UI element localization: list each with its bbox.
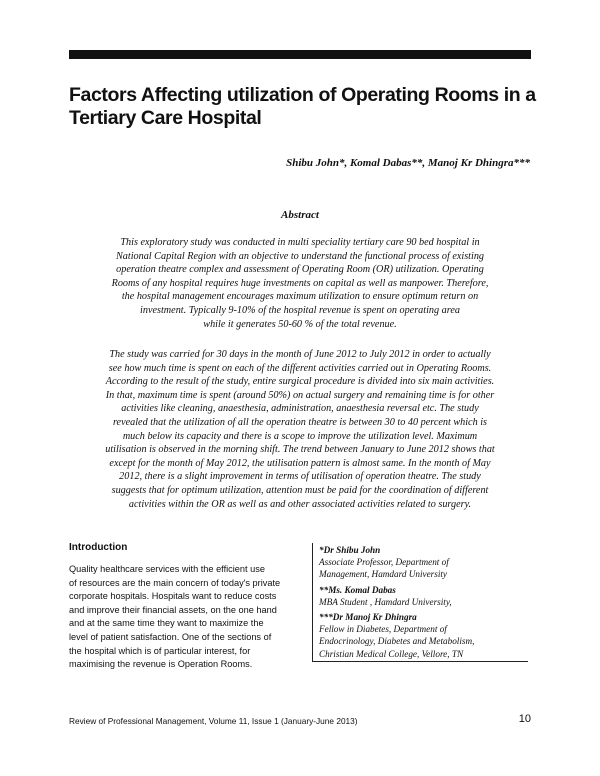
introduction-line: the hospital which is of particular interest, for xyxy=(69,645,251,656)
abstract-line: except for the month of May 2012, the utilisation pattern is almost same. In the month of May xyxy=(109,457,491,469)
page-number: 10 xyxy=(518,713,531,725)
abstract-line: see how much time is spent on each of the different activities carried out in Operating Rooms. xyxy=(108,362,492,374)
affiliation-line: Fellow in Diabetes, Department of xyxy=(319,624,447,635)
author-affiliations xyxy=(319,544,529,663)
affiliation-name: *Dr Shibu John xyxy=(319,545,381,555)
abstract-line: revealed that the utilization of all the operation theatre is between 30 to 40 percent which is xyxy=(112,416,488,428)
abstract-line: 2012, there is a slight improvement in terms of utilisation of operation theatre. The study xyxy=(119,471,481,483)
introduction-line: maximising the revenue is Operation Rooms. xyxy=(69,659,253,670)
affiliation-box-left-rule xyxy=(312,543,313,661)
abstract-line: The study was carried for 30 days in the month of June 2012 to July 2012 in order to actually xyxy=(109,349,491,360)
paper-title: Factors Affecting utilization of Operating Rooms in a Tertiary Care Hospital xyxy=(69,84,536,129)
introduction-body xyxy=(69,563,305,672)
abstract-line: activities within the OR as well as and other associated activities related to surgery. xyxy=(128,498,472,510)
introduction-line: of resources are the main concern of today's private xyxy=(69,577,281,588)
affiliation-line: MBA Student , Hamdard University, xyxy=(319,596,452,607)
journal-footer: Review of Professional Management, Volume 11, Issue 1 (January-June 2013) xyxy=(69,716,358,726)
abstract-line: This exploratory study was conducted in multi speciality tertiary care 90 bed hospital in xyxy=(120,237,480,248)
abstract-line: According to the result of the study, entire surgical procedure is divided into six main activities. xyxy=(105,376,495,388)
introduction-heading: Introduction xyxy=(69,542,128,553)
affiliation-3 xyxy=(319,611,529,660)
abstract-line: utilisation is observed in the morning shift. The trend between January to June 2012 shows that xyxy=(105,444,495,456)
introduction-line: Quality healthcare services with the efficient use xyxy=(69,564,265,574)
introduction-line: and at the same time they want to maximize the xyxy=(69,618,264,629)
abstract-line: suggests that for optimum utilization, attention must be paid for the coordination of different xyxy=(111,484,489,496)
abstract-line: the hospital management encourages maximum utilization to ensure optimum return on xyxy=(121,291,479,303)
affiliation-line: Endocrinology, Diabetes and Metabolism, xyxy=(319,636,475,647)
abstract-line: In that, maximum time is spent (around 50%) on actual surgery and remaining time is for other xyxy=(105,389,495,401)
abstract-line: activities like cleaning, anaesthesia, administration, anaesthesia reversal etc. The study xyxy=(121,403,479,415)
abstract-heading: Abstract xyxy=(281,209,319,221)
introduction-line: corporate hospitals. Hospitals want to reduce costs xyxy=(69,591,277,602)
affiliation-1 xyxy=(319,544,529,581)
abstract-paragraph-1 xyxy=(65,236,535,331)
affiliation-name: ***Dr Manoj Kr Dhingra xyxy=(319,612,417,623)
abstract-line: operation theatre complex and assessment of Operating Room (OR) utilization. Operating xyxy=(116,264,484,276)
affiliation-line: Management, Hamdard University xyxy=(319,569,448,580)
abstract-line: Rooms of any hospital requires huge investments on capital as well as manpower. Therefore, xyxy=(111,277,489,289)
affiliation-line: Christian Medical College, Vellore, TN xyxy=(319,648,464,659)
abstract-line: much below its capacity and there is a scope to improve the utilization level. Maximum xyxy=(122,430,478,442)
introduction-line: and improve their financial assets, on the one hand xyxy=(69,604,277,615)
abstract-line: National Capital Region with an objective to understand the functional process of existing xyxy=(115,250,485,262)
introduction-line: level of patient satisfaction. One of the sections of xyxy=(69,631,272,642)
affiliation-name: **Ms. Komal Dabas xyxy=(319,584,396,595)
affiliation-line: Associate Professor, Department of xyxy=(319,557,449,568)
abstract-paragraph-2 xyxy=(65,348,535,511)
affiliation-2 xyxy=(319,584,529,608)
abstract-line: while it generates 50-60 % of the total revenue. xyxy=(203,318,397,330)
author-list: Shibu John*, Komal Dabas**, Manoj Kr Dhingra*** xyxy=(286,157,530,169)
header-rule xyxy=(69,50,531,59)
abstract-line: investment. Typically 9-10% of the hospital revenue is spent on operating area xyxy=(140,304,460,316)
